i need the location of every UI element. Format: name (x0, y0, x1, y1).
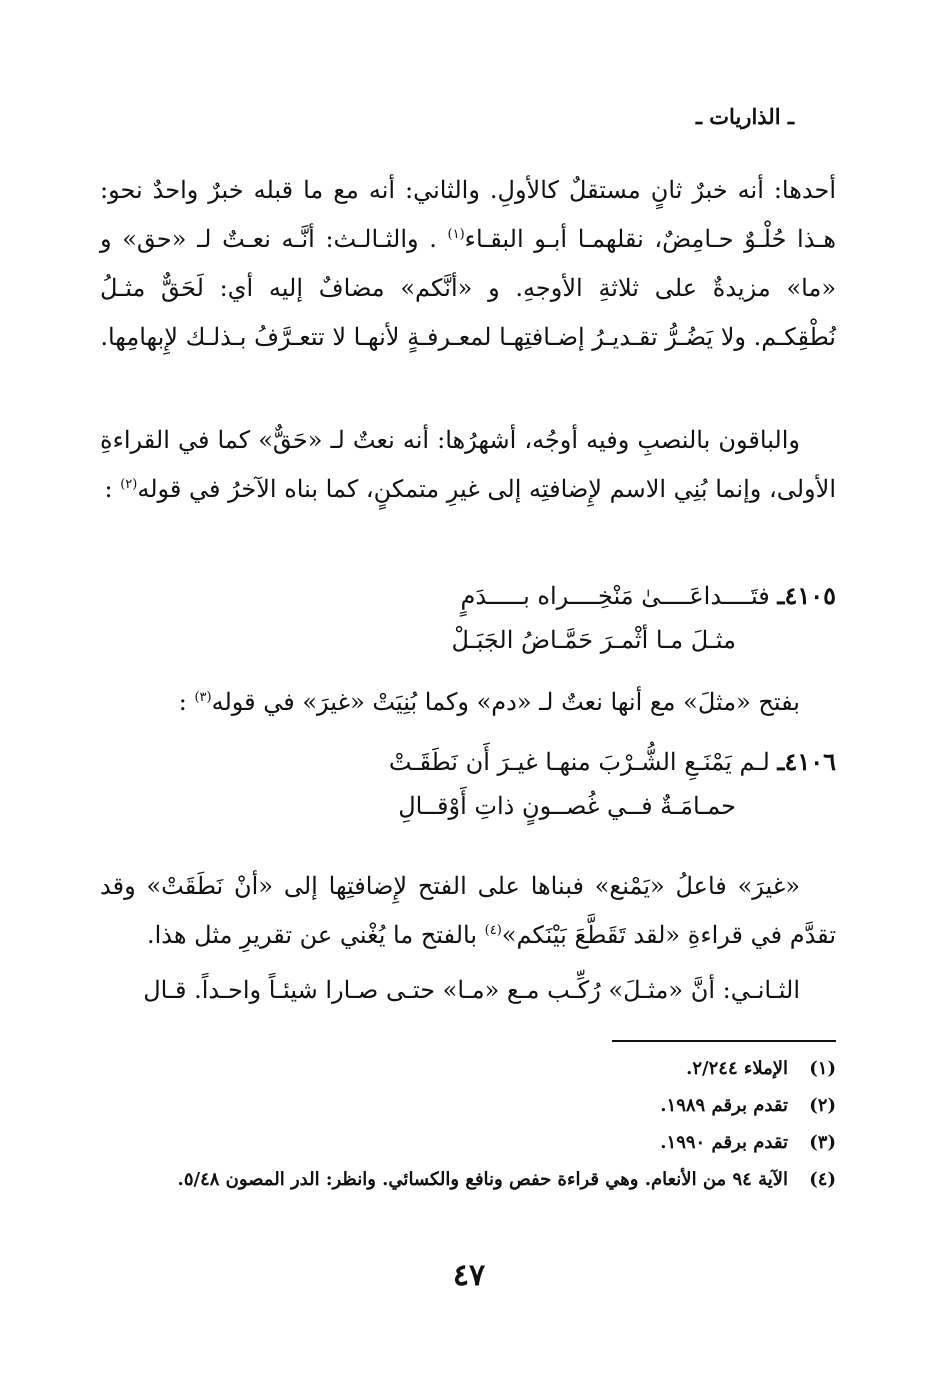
verse-first-hemistich (100, 740, 836, 784)
paragraph-text: الثـانـي: أنَّ «مثـلَ» رُكِّـب مـع «مـا» حتـى صـارا شيئـاً واحـداً. قـال (143, 976, 800, 1004)
footnote-text: الآية ٩٤ من الأنعام. وهي قراءة حفص ونافع والكسائي. وانظر: الدر المصون ٥/٤٨. (177, 1169, 788, 1190)
footnote-text: الإملاء ٢/٢٤٤. (686, 1058, 788, 1079)
footnote-number: (١) (809, 1058, 836, 1079)
verse-second-hemistich: مثـلَ مـا أثْمـرَ حَمَّـاضُ الجَبَـلْ (451, 626, 736, 654)
footnote-text: تقدم برقم ١٩٩٠. (660, 1132, 788, 1153)
footnote-ref: (٤) (484, 923, 502, 938)
verse-first-text: فتَــــداعَــــىٰ مَنْخِــــراه بـــــدَمٍ (460, 582, 770, 610)
paragraph-text: والباقون بالنصبِ وفيه أوجُه، أشهرُها: أنه نعتٌ لـ «حَقٌّ» كما في القراءةِ الأولى، وإنما بُنِي الاسم لإِضافتِه إلى غيرِ متمكنٍ، كما بناه الآخرُ في قوله (100, 426, 836, 503)
verse-4105 (100, 574, 836, 662)
verse-first-hemistich (100, 574, 836, 618)
footnote-ref: (٣) (194, 690, 212, 705)
paragraph-2 (100, 416, 836, 514)
footnote-number: (٣) (809, 1132, 836, 1153)
verse-second-hemistich: حمـامَـةٌ فــي غُصــونٍ ذاتِ أَوْقــالِ (398, 792, 736, 820)
footnote-ref: (٢) (120, 477, 138, 492)
footnotes (100, 1050, 836, 1198)
paragraph-tail: بالفتح ما يُغْني عن تقريرِ مثل هذا. (146, 921, 485, 949)
running-head: ـ الذاريات ـ (695, 104, 794, 129)
footnote-ref: (١) (447, 227, 465, 242)
paragraph-text: أحدها: أنه خبرٌ ثانٍ مستقلٌ كالأولِ. والثاني: أنه مع ما قبله خبرٌ واحدٌ نحو: هـذا حُلْـوٌ حـامِضٌ، نقلهمـا أبـو البقـاء (100, 176, 837, 253)
paragraph-5 (100, 966, 836, 1015)
verse-4106 (100, 740, 836, 828)
footnote-number: (٢) (809, 1095, 836, 1116)
footnote-text: تقدم برقم ١٩٨٩. (660, 1095, 788, 1116)
paragraph-tail: : (104, 475, 121, 503)
verse-number: ٤١٠٥ـ (777, 581, 836, 610)
paragraph-3 (100, 678, 836, 727)
page-number: ٤٧ (452, 1258, 486, 1293)
paragraph-4 (100, 862, 836, 960)
footnote-4 (100, 1161, 836, 1198)
paragraph-text: «غيرَ» فاعلُ «يَمْنع» فبناها على الفتح لإِضافتِها إلى «أنْ نَطَقَتْ» وقد تقدَّم في قراءةِ «لقد تَقَطَّعَ بَيْنَكم» (100, 872, 836, 949)
verse-number: ٤١٠٦ـ (777, 747, 836, 776)
footnote-number: (٤) (809, 1169, 836, 1190)
footnote-3 (100, 1124, 836, 1161)
footnote-1 (100, 1050, 836, 1087)
footnote-2 (100, 1087, 836, 1124)
paragraph-1 (100, 166, 836, 362)
footnote-divider (612, 1040, 836, 1042)
verse-first-text: لـم يَمْنَـعِ الشُّـرْبَ منهـا غيـرَ أَن نَطَقَـتْ (388, 748, 770, 776)
paragraph-text: بفتح «مثلَ» مع أنها نعتٌ لـ «دم» وكما بُنِيَتْ «غيرَ» في قوله (211, 688, 800, 716)
paragraph-tail: : (178, 688, 195, 716)
paragraph-tail: . والثـالـث: أنَّـه نعـتٌ لـ «حق» و «ما» مزيدةٌ على ثلاثةِ الأوجهِ. و «أنَّكم» مضافٌ إليه أي: لَحَقٌّ مثـلُ نُطْقِكـم. ولا يَضُـرُّ تقـديـرُ إضـافتِهـا لمعـرفـةٍ لأنهـا لا تتعـرَّفُ بـذلـك لإِبهامِها. (100, 225, 836, 351)
